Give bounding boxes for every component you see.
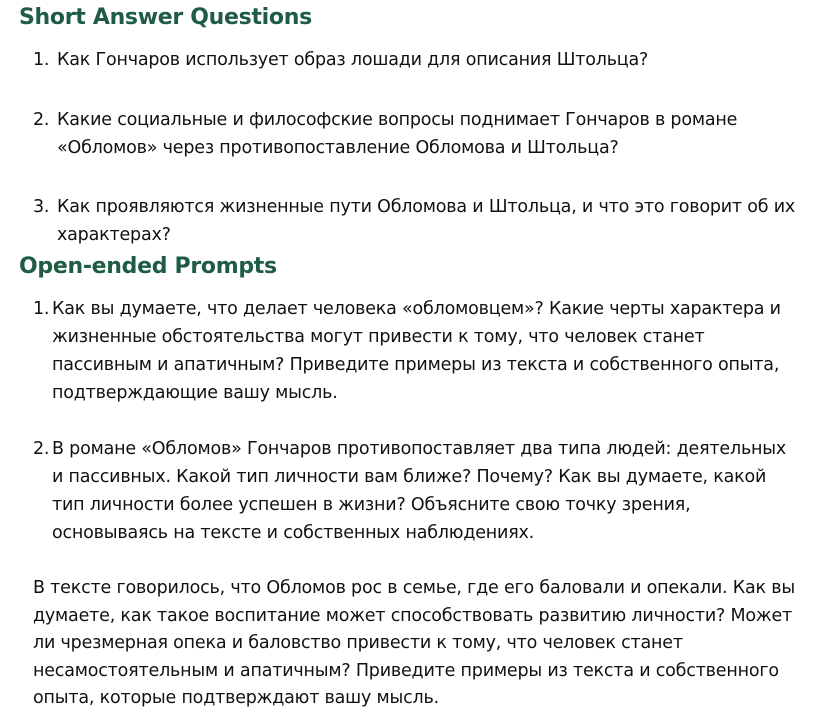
open-ended-heading: Open-ended Prompts <box>19 254 277 279</box>
open-ended-paragraph: В тексте говорилось, что Обломов рос в семье, где его баловали и опекали. Как вы думаете, как такое воспитание может способствовать развитию личности? Может ли чрезмерная опека и баловство привести к тому, что человек станет несамостоятельным и апатичным? Приведите примеры из текста и собственного опыта, которые подтверждают вашу мысль. <box>33 578 795 708</box>
item-text: Как Гончаров использует образ лошади для описания Штольца? <box>57 50 649 70</box>
item-text: Как вы думаете, что делает человека «обломовцем»? Какие черты характера и жизненные обстоятельства могут привести к тому, что человек станет пассивным и апатичным? Приведите примеры из текста и собственного опыта, подтверждающие вашу мысль. <box>52 299 781 403</box>
item-text: В романе «Обломов» Гончаров противопоставляет два типа людей: деятельных и пассивных. Какой тип личности вам ближе? Почему? Как вы думаете, какой тип личности более успешен в жизни? Объясните свою точку зрения, основываясь на тексте и собственных наблюдениях. <box>52 439 787 543</box>
short-answer-item <box>33 46 813 74</box>
item-number: 3. <box>33 197 50 217</box>
item-text: Какие социальные и философские вопросы поднимает Гончаров в романе «Обломов» через противопоставление Обломова и Штольца? <box>57 110 738 158</box>
item-text: Как проявляются жизненные пути Обломова и Штольца, и что это говорит об их характерах? <box>57 197 796 245</box>
short-answer-heading: Short Answer Questions <box>19 5 312 30</box>
item-number: 1. <box>33 299 50 319</box>
short-answer-item <box>33 106 813 162</box>
open-ended-item <box>33 435 793 547</box>
item-number: 2. <box>33 110 50 130</box>
open-ended-item <box>33 295 793 407</box>
item-number: 2. <box>33 439 50 459</box>
short-answer-item <box>33 193 813 249</box>
item-number: 1. <box>33 50 50 70</box>
